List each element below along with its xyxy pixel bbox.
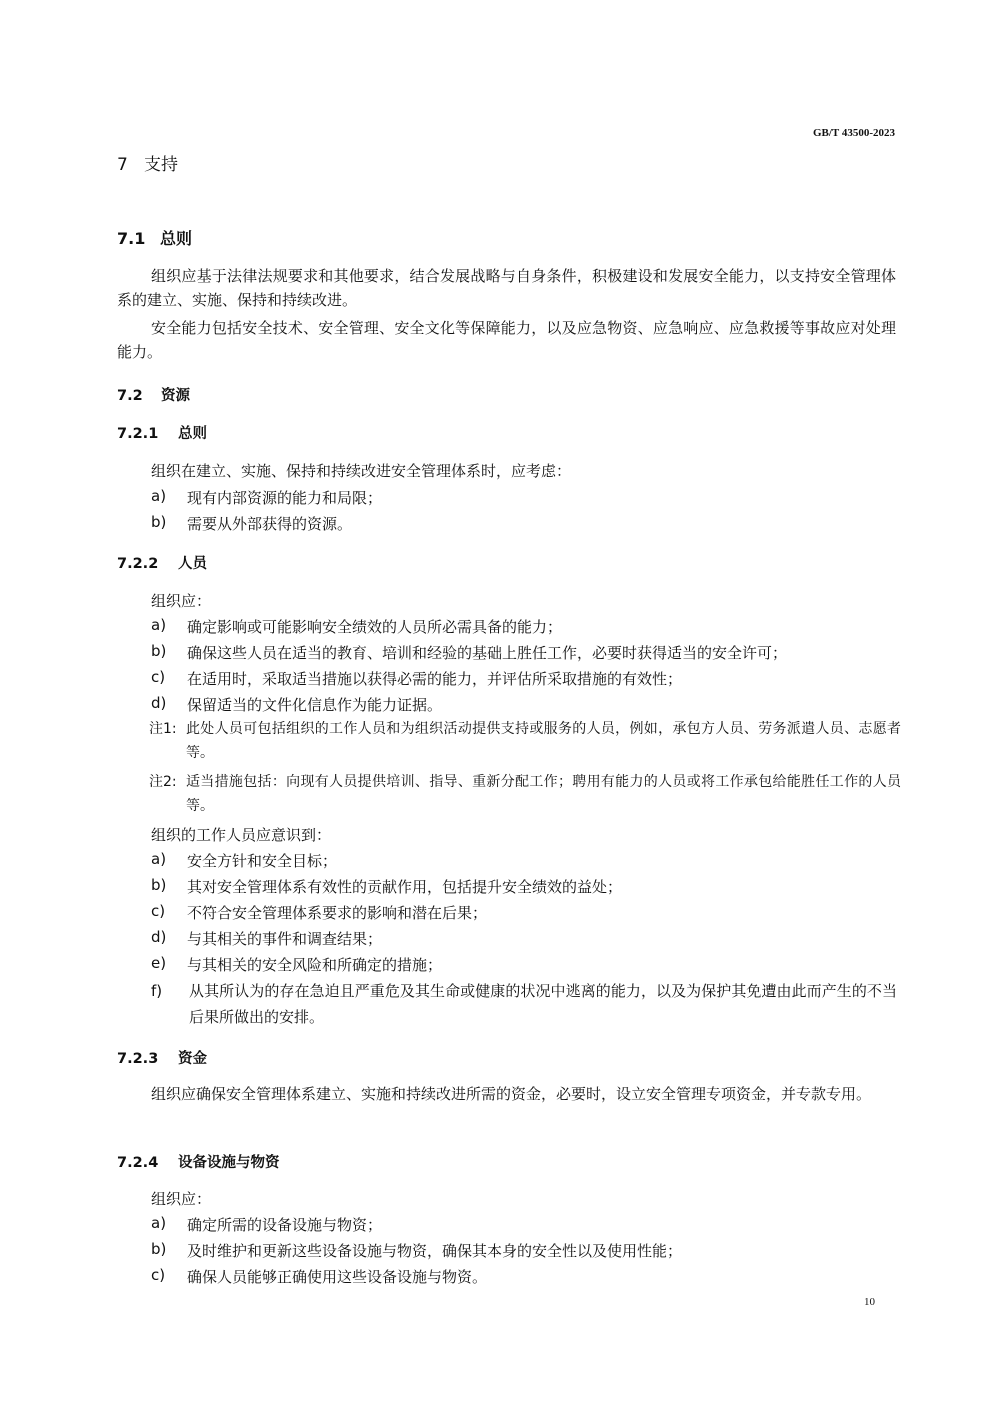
list-label: d) (151, 694, 167, 712)
note (149, 770, 901, 818)
list-label: b) (151, 1240, 167, 1258)
intro-text: 组织应： (151, 1190, 212, 1208)
section-heading-7-2-2 (117, 552, 207, 573)
section-title: 人员 (178, 556, 207, 572)
section-number: 7.2.4 (117, 1155, 159, 1171)
section-number: 7.2.3 (117, 1051, 159, 1067)
list-label: a) (151, 1214, 167, 1232)
section-title: 资源 (161, 388, 190, 404)
page-number: 10 (864, 1296, 875, 1308)
list-label: a) (151, 850, 167, 868)
list-text: 不符合安全管理体系要求的影响和潜在后果； (187, 904, 488, 922)
section-title: 总则 (160, 229, 193, 248)
document-code: GB/T 43500-2023 (812, 127, 895, 139)
section-heading-7-2-4 (117, 1151, 280, 1172)
section-number: 7.2.1 (117, 426, 159, 442)
paragraph: 组织应基于法律法规要求和其他要求，结合发展战略与自身条件，积极建设和发展安全能力，以支持安全管理体系的建立、实施、保持和持续改进。 (117, 267, 896, 309)
list-text: 与其相关的安全风险和所确定的措施； (187, 956, 443, 974)
section-heading-7-1 (117, 226, 192, 249)
intro-text: 组织应： (151, 592, 212, 610)
list-label: a) (151, 487, 167, 505)
list-label: c) (151, 668, 166, 686)
note-text: 此处人员可包括组织的工作人员和为组织活动提供支持或服务的人员，例如，承包方人员、劳务派遣人员、志愿者等。 (186, 721, 901, 761)
list-text: 安全方针和安全目标； (187, 852, 338, 870)
list-text: 确定所需的设备设施与物资； (187, 1216, 383, 1234)
list-text: 及时维护和更新这些设备设施与物资，确保其本身的安全性以及使用性能； (187, 1242, 683, 1260)
list-text: 保留适当的文件化信息作为能力证据。 (187, 696, 443, 714)
list-text: 确定影响或可能影响安全绩效的人员所必需具备的能力； (187, 618, 563, 636)
section-title: 资金 (178, 1051, 207, 1067)
paragraph: 组织应确保安全管理体系建立、实施和持续改进所需的资金，必要时，设立安全管理专项资金，并专款专用。 (151, 1085, 872, 1103)
note-label: 注2: (149, 774, 177, 790)
section-title: 设备设施与物资 (178, 1155, 280, 1171)
list-item (151, 978, 897, 1030)
section-number: 7.2 (117, 388, 143, 404)
note (149, 717, 901, 765)
list-text: 在适用时，采取适当措施以获得必需的能力，并评估所采取措施的有效性； (187, 670, 683, 688)
list-label: c) (151, 1266, 166, 1284)
section-number: 7.2.2 (117, 556, 159, 572)
list-label: b) (151, 876, 167, 894)
section-heading-7-2-1 (117, 422, 207, 443)
list-text: 从其所认为的存在急迫且严重危及其生命或健康的状况中逃离的能力，以及为保护其免遭由此而产生的不当后果所做出的安排。 (189, 982, 897, 1026)
intro-text: 组织在建立、实施、保持和持续改进安全管理体系时，应考虑： (151, 462, 572, 480)
section-heading-7 (117, 150, 178, 175)
list-text: 现有内部资源的能力和局限； (187, 489, 383, 507)
section-number: 7 (117, 155, 128, 175)
list-text: 确保人员能够正确使用这些设备设施与物资。 (187, 1268, 488, 1286)
list-label: b) (151, 642, 167, 660)
section-heading-7-2 (117, 384, 190, 405)
list-label: c) (151, 902, 166, 920)
section-number: 7.1 (117, 229, 146, 248)
section-title: 支持 (144, 155, 178, 175)
note-text: 适当措施包括：向现有人员提供培训、指导、重新分配工作；聘用有能力的人员或将工作承包给能胜任工作的人员等。 (186, 774, 901, 814)
list-label: f) (151, 982, 163, 1000)
list-text: 其对安全管理体系有效性的贡献作用，包括提升安全绩效的益处； (187, 878, 623, 896)
note-label: 注1: (149, 721, 177, 737)
list-text: 需要从外部获得的资源。 (187, 515, 353, 533)
list-text: 与其相关的事件和调查结果； (187, 930, 383, 948)
list-label: b) (151, 513, 167, 531)
list-label: d) (151, 928, 167, 946)
intro-text: 组织的工作人员应意识到： (151, 826, 332, 844)
paragraph: 安全能力包括安全技术、安全管理、安全文化等保障能力，以及应急物资、应急响应、应急救援等事故应对处理能力。 (117, 319, 896, 361)
list-label: e) (151, 954, 167, 972)
list-text: 确保这些人员在适当的教育、培训和经验的基础上胜任工作，必要时获得适当的安全许可； (187, 644, 788, 662)
section-heading-7-2-3 (117, 1047, 207, 1068)
list-label: a) (151, 616, 167, 634)
section-title: 总则 (178, 426, 207, 442)
